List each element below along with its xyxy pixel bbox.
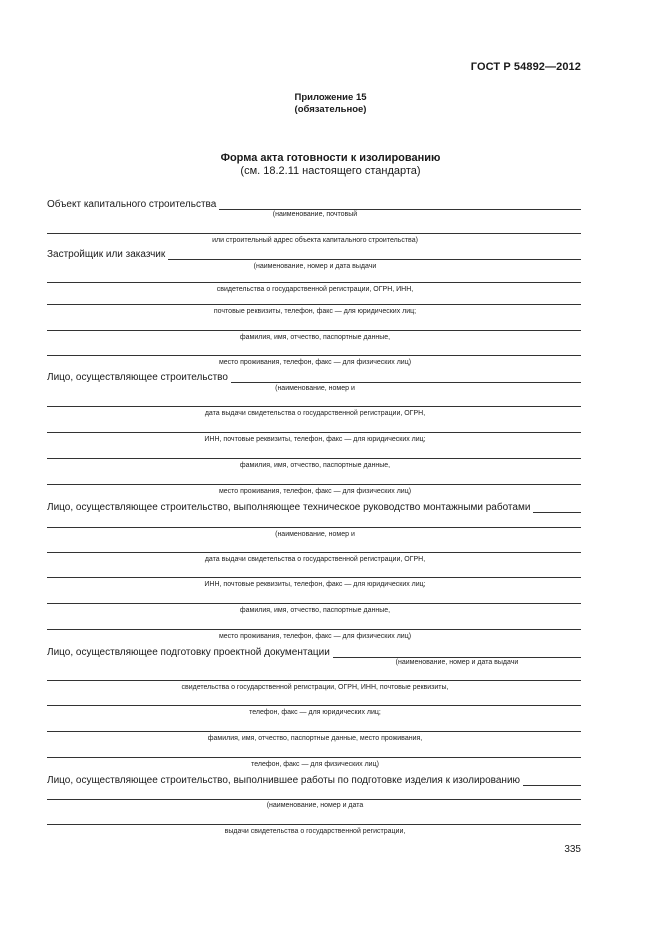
blank-line[interactable] — [47, 458, 581, 459]
blank-line[interactable] — [47, 406, 581, 407]
field-caption: фамилия, имя, отчество, паспортные данные, — [239, 334, 391, 341]
label-tech-supervisor: Лицо, осуществляющее строительство, выполняющее техническое руководство монтажными работами — [47, 502, 531, 513]
field-builder[interactable] — [47, 369, 581, 383]
blank-line[interactable] — [47, 731, 581, 732]
form-reference: (см. 18.2.11 настоящего стандарта) — [240, 165, 421, 177]
blank-line[interactable] — [47, 355, 581, 356]
form-title: Форма акта готовности к изолированию — [220, 152, 441, 164]
blank-line[interactable] — [47, 330, 581, 331]
form-title-block — [0, 152, 661, 178]
blank-line[interactable] — [47, 527, 581, 528]
blank-line[interactable] — [47, 680, 581, 681]
label-builder: Лицо, осуществляющее строительство — [47, 372, 228, 383]
blank-line[interactable] — [47, 304, 581, 305]
blank-line[interactable] — [333, 648, 581, 658]
field-caption: дата выдачи свидетельства о государственной регистрации, ОГРН, — [204, 410, 426, 417]
blank-line[interactable] — [47, 705, 581, 706]
field-caption: почтовые реквизиты, телефон, факс — для юридических лиц; — [213, 308, 417, 315]
field-caption: (наименование, номер и — [275, 531, 355, 538]
blank-line[interactable] — [47, 603, 581, 604]
field-designer[interactable] — [47, 644, 581, 658]
field-caption: ИНН, почтовые реквизиты, телефон, факс — для юридических лиц; — [204, 436, 426, 443]
label-preparer: Лицо, осуществляющее строительство, выполнившее работы по подготовке изделия к изолированию — [47, 775, 521, 786]
field-caption: (наименование, номер и дата — [266, 802, 364, 809]
field-object[interactable] — [47, 196, 581, 210]
label-developer: Застройщик или заказчик — [47, 249, 166, 260]
field-caption: телефон, факс — для физических лиц) — [251, 761, 379, 768]
page-number: 335 — [564, 844, 581, 855]
blank-line[interactable] — [47, 824, 581, 825]
annex-status: (обязательное) — [294, 104, 367, 115]
blank-line[interactable] — [47, 799, 581, 800]
blank-line[interactable] — [47, 577, 581, 578]
annex-heading — [0, 92, 661, 116]
blank-line[interactable] — [219, 200, 581, 210]
standard-header: ГОСТ Р 54892—2012 — [470, 61, 581, 73]
field-caption: свидетельства о государственной регистрации, ОГРН, ИНН, почтовые реквизиты, — [181, 684, 449, 691]
blank-line[interactable] — [523, 776, 581, 786]
field-caption: место проживания, телефон, факс — для физических лиц) — [218, 633, 412, 640]
field-caption: фамилия, имя, отчество, паспортные данные, — [239, 462, 391, 469]
blank-line[interactable] — [47, 757, 581, 758]
blank-line[interactable] — [47, 233, 581, 234]
field-caption: (наименование, почтовый — [272, 211, 358, 218]
field-caption: фамилия, имя, отчество, паспортные данные, — [239, 607, 391, 614]
field-tech-supervisor[interactable] — [47, 499, 581, 513]
field-caption: (наименование, номер и дата выдачи — [395, 659, 519, 666]
field-preparer[interactable] — [47, 772, 581, 786]
field-caption: или строительный адрес объекта капитального строительства) — [212, 237, 418, 244]
blank-line[interactable] — [47, 629, 581, 630]
blank-line[interactable] — [168, 250, 581, 260]
blank-line[interactable] — [47, 484, 581, 485]
annex-number: Приложение 15 — [294, 92, 367, 103]
blank-line[interactable] — [47, 282, 581, 283]
field-caption: (наименование, номер и дата выдачи — [253, 263, 377, 270]
blank-line[interactable] — [533, 503, 581, 513]
field-caption: фамилия, имя, отчество, паспортные данные, место проживания, — [207, 735, 423, 742]
blank-line[interactable] — [47, 552, 581, 553]
label-designer: Лицо, осуществляющее подготовку проектной документации — [47, 647, 330, 658]
field-caption: свидетельства о государственной регистрации, ОГРН, ИНН, — [216, 286, 414, 293]
field-developer[interactable] — [47, 246, 581, 260]
field-caption: место проживания, телефон, факс — для физических лиц) — [218, 488, 412, 495]
blank-line[interactable] — [231, 373, 581, 383]
field-caption: дата выдачи свидетельства о государственной регистрации, ОГРН, — [204, 556, 426, 563]
field-caption: выдачи свидетельства о государственной регистрации, — [224, 828, 406, 835]
label-object: Объект капитального строительства — [47, 199, 217, 210]
field-caption: ИНН, почтовые реквизиты, телефон, факс — для юридических лиц; — [204, 581, 426, 588]
blank-line[interactable] — [47, 432, 581, 433]
field-caption: место проживания, телефон, факс — для физических лиц) — [218, 359, 412, 366]
field-caption: (наименование, номер и — [275, 385, 355, 392]
field-caption: телефон, факс — для юридических лиц; — [249, 709, 381, 716]
